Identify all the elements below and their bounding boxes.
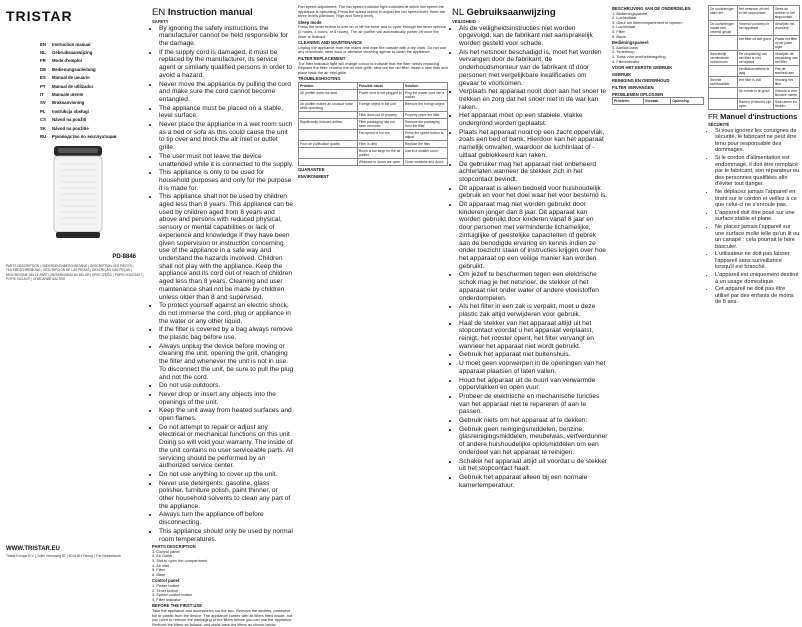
fr-safety-heading: SÉCURITÉ <box>708 122 730 127</box>
en-control-item: 2. Timer button <box>152 587 178 593</box>
en-environment-heading: ENVIRONMENT <box>298 173 329 179</box>
en-troubleshooting-row <box>299 158 448 165</box>
table-cell: Pas de snelheid aan <box>773 66 799 77</box>
nl-safety-item: • Als het filter in een zak is verpakt, moet u deze plastic zak altijd verwijderen voor gebruik. <box>459 303 608 318</box>
fr-safety-item: • Si le cordon d'alimentation est endommagé, il doit être remplacé par le fabricant, son réparateur ou des personnes qualifiées afin d'éviter tout danger. <box>715 155 800 188</box>
fr-flag-code: FR <box>708 112 721 121</box>
fr-section-title: FR Manuel d'instructions <box>708 112 798 121</box>
nl-troubleshooting-table <box>708 5 800 110</box>
table-cell: Slechte luchtkwaliteit <box>709 77 738 88</box>
table-cell <box>709 66 738 77</box>
language-entry <box>40 132 140 140</box>
language-entry <box>40 124 140 132</box>
en-troubleshooting-row <box>299 147 448 158</box>
nl-safety-item: • Het apparaat moet op een stabiele, vlakke ondergrond worden geplaatst. <box>459 112 608 127</box>
nl-troubleshooting-row <box>709 66 800 77</box>
en-cleaning-text: Unplug the appliance from the mains and wipe the outside with a dry cloth. Do not use any chemicals, steel wool or abrasive cleaning agents to clean the appliance. <box>298 44 447 55</box>
en-safety-item: • Never move the appliance by pulling the cord and make sure the cord cannot become entangled. <box>159 81 294 104</box>
nl-safety-item: • U moet geen voorwerpen in de openingen van het apparaat plaatsen of laten vallen. <box>459 360 608 375</box>
nl-troubleshooting-row <box>709 36 800 51</box>
en-parts-list <box>152 550 294 578</box>
language-code: PT <box>40 83 46 89</box>
en-troubleshooting-heading: TROUBLESHOOTING <box>298 76 341 82</box>
table-cell: Plaats het filter op de juiste wijze <box>773 36 799 51</box>
nl-safety-item: • Houd het apparaat uit de buurt van verwarmde oppervlakken en open vuur. <box>459 377 608 392</box>
nl-part-item: 3. Gleuf om filtercompartiment te openen <box>612 19 683 25</box>
en-troubleshooting-row <box>299 111 448 118</box>
nl-ts-col-solution: Oplossing <box>671 98 704 105</box>
en-safety-item: • Never use detergents, gasoline, glass polisher, furniture polish, paint thinner, or other household solvents to clean any part of the appliance. <box>159 480 294 511</box>
nl-safety-item: • Plaats het apparaat nooit op een zacht oppervlak, zoals een bed of bank. Hierdoor kan het apparaat namelijk omvallen, waardoor de luchtinlaat of -uitlaat geblokkeerd kan raken. <box>459 129 608 160</box>
language-label: Instrukcja obsługi <box>52 108 89 114</box>
table-cell: Use in a smaller room <box>403 147 447 158</box>
nl-ts-col-cause: Oorzaak <box>643 98 670 105</box>
en-safety-item: • Do not use outdoors. <box>159 382 294 390</box>
language-label: Mode d'emploi <box>52 58 82 64</box>
table-cell: Replace the filter <box>403 140 447 147</box>
language-entry <box>40 74 140 82</box>
language-entry <box>40 107 140 115</box>
table-cell <box>299 158 358 165</box>
table-cell: Foreign object in the unit <box>357 100 403 111</box>
language-code: SK <box>40 125 46 131</box>
table-cell <box>299 111 358 118</box>
table-cell: Properly place the filter <box>403 111 447 118</box>
nl-safety-item: • Schakel het apparaat altijd uit voordat u de stekker uit het stopcontact haalt. <box>459 458 608 473</box>
company-address: Tristar Europe B.V. | Jules Verneweg 87 | 5015 BH Tilburg | The Netherlands <box>6 554 121 558</box>
table-cell: Het filter is vuil <box>737 77 773 88</box>
table-cell: Verwijder de verpakking van het filter <box>774 52 798 64</box>
language-entry <box>40 99 140 107</box>
nl-clean-heading: REINIGING EN ONDERHOUD <box>612 78 670 84</box>
nl-parts-list <box>612 12 704 40</box>
nl-control-heading: Bedieningspaneel: <box>612 40 650 46</box>
nl-troubleshooting-row <box>709 77 800 88</box>
en-safety-item: • This appliance should only be used by normal room temperatures. <box>159 528 294 543</box>
table-cell: Het filter zit niet goed <box>737 36 773 51</box>
nl-use-heading: GEBRUIK <box>612 71 632 77</box>
en-filter-heading: FILTER REPLACEMENT <box>298 55 346 61</box>
language-label: Bedienungsanleitung <box>52 66 96 72</box>
nl-safety-item: • Gebruik het apparaat niet buitenshuis. <box>459 351 608 359</box>
en-cleaning-heading: CLEANING AND MAINTENANCE <box>298 40 363 46</box>
table-cell: Significantly reduced airflow <box>299 118 358 129</box>
table-cell: De luchtreiniger maakt een vreemd geluid <box>709 21 738 36</box>
table-cell: Het netsnoer zit niet in het stopcontact <box>737 6 773 21</box>
en-ts-col-problem: Problem <box>299 82 358 89</box>
language-code: NL <box>40 50 46 56</box>
table-cell: Plug the power cord into a socket <box>403 89 447 100</box>
table-cell: Vervang het filter <box>773 77 799 88</box>
en-safety-item: • Never drop or insert any objects into the openings of the unit. <box>159 391 294 406</box>
language-label: Manual de usuario <box>52 75 90 81</box>
column-en-safety <box>152 5 294 627</box>
nl-safety-list <box>452 25 608 490</box>
en-before-text: Take the appliance and accessories out the box. Remove the stickers, protective foil or plastic from the device. The appliance comes with all filters fitted inside, but you need to remove the packaging of the filters before you can use the appliance. Remove the filters as follows, and place back the filters as shown below. <box>152 608 293 627</box>
en-troubleshooting-row <box>299 129 448 140</box>
nl-safety-item: • Gebruik geen reinigingsmiddelen, benzine, glasreinigingsmiddelen, meubelwas, verfverdunner of andere huishoudelijke oplosmiddelen om een onderdeel van het apparaat te reinigen. <box>459 426 608 457</box>
language-label: Manuale utente <box>52 92 84 98</box>
nl-safety-item: • Dit apparaat mag niet worden gebruikt door kinderen jonger dan 8 jaar. Dit apparaat kan worden gebruikt door kinderen vanaf 8 jaar en door personen met verminderde lichamelijke, zintuiglijke of geestelijke capaciteiten of gebrek aan de benodigde ervaring en kennis indien ze onder toezicht staan of instructies krijgen over hoe het apparaat op een veilige manier kan worden gebruikt. <box>459 201 608 270</box>
table-cell: Remove the packaging from the filter <box>403 118 447 129</box>
table-cell: Gebruik in een kleinere ruimte <box>773 88 799 99</box>
fr-safety-list <box>708 128 800 306</box>
cover-column <box>0 0 150 575</box>
nl-safety-item: • Als het netsnoer beschadigd is, moet het worden vervangen door de fabrikant, de onderhoudsmonteur van de fabrikant of door personen met vergelijkbare kwalificaties om gevaar te voorkomen. <box>459 49 608 88</box>
en-troubleshooting-table <box>298 82 448 166</box>
en-safety-item: • Never place the appliance in a wet room such as a bed or sofa as this could cause the unit to tip over and block the air inlet or outlet grille. <box>159 121 294 152</box>
language-code: DE <box>40 66 46 72</box>
table-cell <box>709 88 738 99</box>
nl-control-list <box>612 46 704 64</box>
column-nl-usage <box>612 5 704 570</box>
table-cell: Sluit ramen en deuren <box>773 99 799 110</box>
en-filter-text: The filter indicator light will change colour to indicate that the filter needs replacing. Replace the filter: remove the air inlet grille, take out the old filter, insert a new filter and place back the air inlet grille. <box>298 60 448 75</box>
nl-troubleshooting-row <box>709 51 800 66</box>
en-section-title: EN Instruction manual <box>152 7 253 18</box>
en-guarantee-heading: GUARANTEE <box>298 166 325 172</box>
en-safety-item: • Keep the unit away from heated surfaces and open flames. <box>159 407 294 422</box>
table-cell: De verpakking van het filter is niet verwijderd <box>737 51 773 66</box>
table-cell: Close windows and doors <box>403 158 447 165</box>
language-code: RU <box>40 133 47 139</box>
table-cell: De ruimte is te groot <box>737 88 773 99</box>
fr-safety-item: • Ne placez jamais l'appareil sur une surface molle telle qu'un lit ou un canapé : cela pourrait le faire basculer. <box>715 224 800 250</box>
language-entry <box>40 57 140 65</box>
table-cell <box>709 36 738 51</box>
en-safety-item: • Do not use anything to cover up the unit. <box>159 471 294 479</box>
table-cell: Steek de stekker in het stopcontact <box>773 6 799 21</box>
table-cell: Windows or doors are open <box>357 158 403 165</box>
column-nl-table-fr <box>708 5 800 570</box>
nl-part-item: 1. Bedieningspaneel <box>612 10 648 16</box>
language-label: Gebruiksaanwijzing <box>52 50 93 56</box>
table-cell <box>709 99 738 110</box>
language-label: Instruction manual <box>52 41 91 47</box>
language-label: Руководство по эксплуатации <box>52 133 117 139</box>
en-troubleshooting-row <box>299 89 448 100</box>
en-safety-list <box>152 25 294 544</box>
en-safety-item: • This appliance shall not be used by children aged less than 8 years. This appliance can be used by children aged from 8 years and above and persons with reduced physical, sensory or mental capabilities or lack of experience and knowledge if they have been given supervision or instruction concerning use of the appliance in a safe way and understand the hazards involved. Children shall not play with the appliance. Keep the appliance and its cord out of reach of children aged less than 8 years. Cleaning and user maintenance shall not be made by children unless older than 8 and supervised. <box>159 193 294 301</box>
en-troubleshooting-row <box>299 140 448 147</box>
website: WWW.TRISTAR.EU <box>6 546 60 552</box>
en-safety-item: • To protect yourself against an electric shock, do not immerse the cord, plug or appliance in the water or any other liquid. <box>159 302 294 325</box>
table-cell: Filter is dirty <box>357 140 403 147</box>
en-control-list <box>152 584 294 602</box>
language-code: EN <box>40 41 46 47</box>
table-cell: Air purifier does not start <box>299 89 358 100</box>
nl-part-item: 6. Basis <box>612 33 626 39</box>
table-cell <box>299 147 358 158</box>
nl-filter-heading: FILTER VERVANGEN <box>612 84 654 90</box>
fr-safety-item: • L'appareil est uniquement destiné à un usage domestique. <box>715 272 800 285</box>
language-label: Návod na použitie <box>52 125 89 131</box>
nl-safety-item: • Dit apparaat is alleen bedoeld voor huishoudelijk gebruik en voor het doel waar het voor bestemd is. <box>459 185 608 200</box>
language-entry <box>40 116 140 124</box>
table-cell: Vreemd voorwerp in het apparaat <box>737 21 773 36</box>
en-safety-item: • The user must not leave the device unattended while it is connected to the supply. <box>159 153 294 168</box>
language-entry <box>40 48 140 56</box>
en-safety-item: • This appliance is only to be used for household purposes and only for the purpose it is made for. <box>159 169 294 192</box>
nl-safety-heading: VEILIGHEID <box>452 19 476 24</box>
language-code: SV <box>40 100 46 106</box>
table-cell: Room is too large for the air purifier <box>357 147 403 158</box>
parts-description-languages: PARTS DESCRIPTION | ONDERDELENBESCHRIJVING | DESCRIPTION DES PIÈCES | TEILEBESCHREIBUNG | DESCRIPCIÓN DE LAS PIEZAS | DESCRIÇÃO DAS PEÇAS | DESCRIZIONE DELLE PARTI | BESKRIVNING AV DELAR | OPIS CZĘŚCI | POPIS SOUČÁSTÍ | POPIS SÚČASTÍ | ОПИСАНИЕ ЧАСТЕЙ <box>6 264 144 281</box>
nl-troubleshooting-row <box>709 99 800 110</box>
table-cell: Aanzienlijk verminderde luchtstroom <box>709 51 738 66</box>
en-part-item: 2. Air Outlet <box>152 553 173 559</box>
nl-safety-item: • De gebruiker mag het apparaat niet onbeheerd achterlaten wanneer de stekker zich in het stopcontact bevindt. <box>459 161 608 184</box>
table-cell: Filter does not fit properly <box>357 111 403 118</box>
en-safety-item: • Do not attempt to repair or adjust any electrical or mechanical functions on this unit. Doing so will void your warranty. The inside of the unit contains no user serviceable parts. All servicing should be performed by an authorized service center. <box>159 424 294 470</box>
nl-part-item: 2. Luchtuitlaat <box>612 15 637 21</box>
air-purifier-illustration <box>48 144 108 240</box>
en-part-item: 6. Base <box>152 571 166 577</box>
fr-safety-item: • L'appareil doit être posé sur une surface stable et plane. <box>715 210 800 223</box>
en-safety-heading: SAFETY <box>152 19 169 24</box>
en-safety-item: • By ignoring the safety instructions the manufacturer cannot be held responsible for the damage. <box>159 25 294 48</box>
model-number: PD-8846 <box>112 254 136 260</box>
nl-troubleshooting-row <box>709 88 800 99</box>
language-entry <box>40 40 140 48</box>
language-entry <box>40 90 140 98</box>
language-code: IT <box>40 92 44 98</box>
en-part-item: 1. Control panel <box>152 548 180 554</box>
brand-logo: TRISTAR <box>6 8 73 24</box>
nl-control-item: 2. Timerknop <box>612 49 635 55</box>
fr-safety-item: • Ne déplacez jamais l'appareil en tirant sur le cordon et veillez à ce que celui-ci ne s'enroule pas. <box>715 189 800 209</box>
en-control-item: 4. Filter indicator <box>152 596 181 602</box>
en-ts-col-cause: Possible cause <box>357 82 403 89</box>
language-entry <box>40 82 140 90</box>
en-safety-item: • Always turn the appliance off before disconnecting. <box>159 511 294 526</box>
nl-control-item: 4. Filterindicator <box>612 58 640 64</box>
language-index <box>40 40 140 141</box>
fr-safety-item: • L'utilisateur ne doit pas laisser l'appareil sans surveillance lorsqu'il est branché. <box>715 251 800 271</box>
language-code: PL <box>40 108 46 114</box>
nl-troubleshooting-row <box>709 6 800 21</box>
language-label: Manual de utilizador <box>52 83 94 89</box>
en-safety-item: • If the supply cord is damaged, it must be replaced by the manufacturer, its service agent or similarly qualified persons in order to avoid a hazard. <box>159 49 294 80</box>
en-ts-col-solution: Solution <box>403 82 447 89</box>
en-fan-speed-text: Fan speed adjustment: The fan speed indicator light indicates at which fan speed the appliance is operating. Press the speed button to adjust the fan speed level; there are three levels (Medium, High and Sleep level). <box>298 4 446 19</box>
table-cell: Filter packaging has not been removed <box>357 118 403 129</box>
language-code: CS <box>40 117 46 123</box>
table-cell: De luchtreiniger start niet <box>709 6 738 21</box>
nl-section-title: NL Gebruiksaanwijzing <box>452 7 556 18</box>
en-sleep-text: Press the timer button to turn on or off the timer and to cycle through the timer options (2 hours, 4 hours, or 8 hours). The air purifier will automatically power off once the timer is finished. <box>298 24 446 39</box>
en-part-item: 5. Filter <box>152 567 165 573</box>
fr-safety-item: • Si vous ignorez les consignes de sécurité, le fabricant ne peut être tenu pour responsable des dommages. <box>715 128 800 154</box>
nl-part-item: 5. Filter <box>612 28 625 34</box>
en-safety-item: • Always unplug the device before moving or cleaning the unit, opening the grill, changing the filter and whenever the unit is not in use. To disconnect the unit, be sure to pull the plug and not the cord. <box>159 343 294 382</box>
fr-safety-item: • Cet appareil ne doit pas être utilisé par des enfants de moins de 8 ans. <box>715 286 800 306</box>
en-troubleshooting-row <box>299 100 448 111</box>
nl-safety-item: • Probeer de elektrische en mechanische functies van het apparaat niet te repareren of aan te passen. <box>459 393 608 416</box>
nl-before-heading: VOOR HET EERSTE GEBRUIK <box>612 65 673 71</box>
nl-troubleshooting-row <box>709 21 800 36</box>
en-control-heading: Control panel: <box>152 578 181 584</box>
nl-safety-item: • Haal de stekker van het apparaat altijd uit het stopcontact voordat u het apparaat verplaatst, reinigt, het rooster opent, het filter vervangt en wanneer het apparaat niet wordt gebruikt. <box>459 320 608 351</box>
language-code: FR <box>40 58 46 64</box>
table-cell: Ventilatorsnelheid te laag <box>737 66 773 77</box>
nl-ts-col-problem: Probleem <box>613 98 644 105</box>
language-label: Návod na použití <box>52 117 87 123</box>
table-cell: Power cord is not plugged in <box>357 89 403 100</box>
nl-part-item: 4. Luchtinlaat <box>612 24 636 30</box>
table-cell: Ramen of deuren zijn open <box>737 99 773 110</box>
language-label: Bruksanvisning <box>52 100 85 106</box>
nl-control-item: 1. Aan/uit-toets <box>612 44 638 50</box>
table-cell: Press the speed button to adjust <box>403 129 447 140</box>
nl-safety-item: • Gebruik niets om het apparaat af te dekken. <box>459 417 608 425</box>
en-part-item: 3. Slot to open the compartment <box>152 558 208 564</box>
en-troubleshooting-row <box>299 118 448 129</box>
nl-safety-item: • Verplaats het apparaat nooit door aan het snoer te trekken en zorg dat het snoer niet in de war kan raken. <box>459 88 608 111</box>
nl-problems-table-header <box>612 97 704 105</box>
table-cell: Remove the foreign object <box>403 100 447 111</box>
en-safety-item: • If the filter is covered by a bag always remove the plastic bag before use. <box>159 326 294 341</box>
en-before-heading: BEFORE THE FIRST USE <box>152 603 203 609</box>
en-flag-code: EN <box>152 7 168 18</box>
table-cell: Air purifier makes an unusual noise while operating <box>299 100 358 111</box>
nl-safety-item: • Om jezelf te beschermen tegen een elektrische schok mag je het netsnoer, de stekker of het apparaat niet onder water of andere vloeistoffen onderdompelen. <box>459 271 608 302</box>
table-cell: Fan speed is too low <box>357 129 403 140</box>
nl-problems-heading: PROBLEMEN OPLOSSEN <box>612 91 664 97</box>
table-cell: Poor air purification quality <box>299 140 358 147</box>
language-code: ES <box>40 75 46 81</box>
column-nl-safety <box>452 5 608 570</box>
table-cell: Verwijder het voorwerp <box>773 21 799 36</box>
language-entry <box>40 65 140 73</box>
en-control-item: 3. Speed control button <box>152 592 193 598</box>
nl-safety-item: • Gebruik het apparaat alleen bij een normale kamertemperatuur. <box>459 474 608 489</box>
column-en-usage <box>298 5 448 570</box>
en-parts-heading: PARTS DESCRIPTION <box>152 544 196 550</box>
table-cell <box>299 129 358 140</box>
nl-control-item: 3. Toets voor snelheidsregeling <box>612 53 666 59</box>
en-sleep-heading: Sleep mode <box>298 19 322 25</box>
nl-safety-item: • Als de veiligheidsinstructies niet worden opgevolgd, kan de fabrikant niet aansprakelijk worden gesteld voor schade. <box>459 25 608 48</box>
en-control-item: 1. Power button <box>152 583 180 589</box>
en-part-item: 4. Air inlet <box>152 562 170 568</box>
en-safety-item: • The appliance must be placed on a stable, level surface. <box>159 105 294 120</box>
nl-parts-heading: BESCHRIJVING VAN DE ONDERDELEN <box>612 6 691 11</box>
nl-flag-code: NL <box>452 7 467 18</box>
